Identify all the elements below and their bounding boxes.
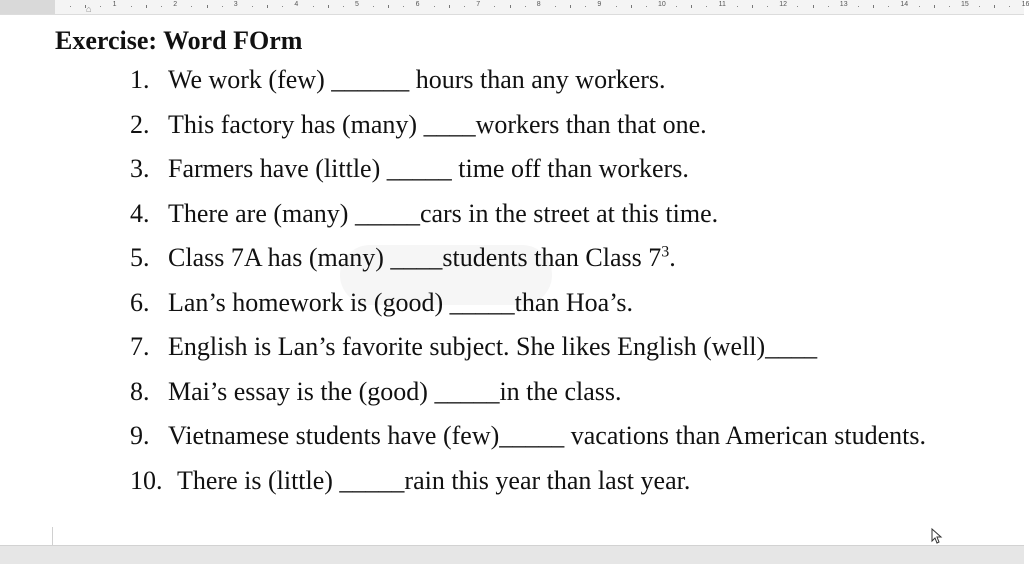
ruler-dot bbox=[313, 6, 314, 7]
ruler-tick bbox=[570, 5, 571, 8]
item-sentence-text: Lan’s homework is (good) _____than Hoa’s. bbox=[168, 287, 634, 317]
ruler-number: 3 bbox=[233, 1, 238, 8]
ruler-number: 8 bbox=[536, 1, 541, 8]
item-sentence[interactable] bbox=[168, 421, 926, 451]
ruler-tick bbox=[691, 5, 692, 8]
ruler-dot bbox=[1009, 6, 1010, 7]
item-sentence-text: English is Lan’s favorite subject. She likes English (well)____ bbox=[168, 332, 818, 361]
item-sentence-text: There is (little) _____rain this year than last year. bbox=[177, 465, 691, 495]
ruler-dot bbox=[555, 6, 556, 7]
ruler-dot bbox=[100, 6, 101, 7]
ruler-tick bbox=[267, 5, 268, 8]
item-sentence[interactable] bbox=[168, 65, 666, 95]
ruler-dot bbox=[828, 6, 829, 7]
ruler-number: 10 bbox=[658, 1, 666, 8]
ruler-tick bbox=[146, 5, 147, 8]
status-bar bbox=[0, 545, 1024, 564]
ruler-number: 13 bbox=[839, 1, 848, 8]
ruler-tick bbox=[873, 5, 874, 8]
ruler-tick bbox=[934, 5, 935, 8]
item-sentence-text: Class 7A has (many) ____students than Class 7 bbox=[168, 243, 662, 272]
ruler-left-margin bbox=[0, 0, 55, 14]
item-sentence-end: . bbox=[669, 243, 676, 272]
ruler-dot bbox=[373, 6, 374, 7]
mouse-pointer-icon bbox=[930, 528, 944, 544]
ruler-dot bbox=[949, 6, 950, 7]
ruler-tick bbox=[994, 5, 995, 8]
item-sentence-text: This factory has (many) ____workers than that one. bbox=[168, 109, 707, 139]
ruler-dot bbox=[252, 6, 253, 7]
ruler-dot bbox=[222, 6, 223, 7]
ruler-tick bbox=[328, 5, 329, 8]
ruler-dot bbox=[191, 6, 192, 7]
item-sentence[interactable] bbox=[177, 466, 690, 496]
ruler-number: 9 bbox=[597, 1, 602, 8]
ruler-tick bbox=[449, 5, 450, 8]
item-sentence[interactable] bbox=[168, 377, 622, 407]
ruler-dot bbox=[676, 6, 677, 7]
ruler-dot bbox=[616, 6, 617, 7]
ruler-dot bbox=[585, 6, 586, 7]
item-number: 3. bbox=[130, 154, 150, 183]
ruler-tick bbox=[813, 5, 814, 8]
ruler-dot bbox=[343, 6, 344, 7]
ruler-dot bbox=[979, 6, 980, 7]
ruler-tick bbox=[631, 5, 632, 8]
ruler-dot bbox=[494, 6, 495, 7]
ruler-dot bbox=[797, 6, 798, 7]
item-superscript: 3 bbox=[661, 243, 670, 261]
item-number: 10. bbox=[130, 465, 163, 495]
item-number: 1. bbox=[130, 65, 150, 94]
ruler-number: 6 bbox=[415, 1, 420, 8]
ruler-tick bbox=[388, 5, 389, 8]
ruler-dot bbox=[737, 6, 738, 7]
ruler-dot bbox=[464, 6, 465, 7]
ruler-number: 11 bbox=[718, 1, 726, 8]
ruler-number: 12 bbox=[779, 1, 787, 8]
item-number: 7. bbox=[130, 332, 150, 361]
item-sentence[interactable] bbox=[168, 332, 817, 362]
ruler-dot bbox=[282, 6, 283, 7]
item-sentence[interactable] bbox=[168, 110, 707, 140]
item-sentence-text: Farmers have (little) _____ time off than workers. bbox=[168, 154, 689, 183]
ruler-dot bbox=[161, 6, 162, 7]
ruler-number: 2 bbox=[173, 1, 178, 8]
ruler-dot bbox=[888, 6, 889, 7]
ruler-number: 14 bbox=[900, 1, 909, 8]
item-number: 4. bbox=[130, 198, 150, 228]
indent-marker-icon[interactable]: ⌂ bbox=[86, 4, 92, 14]
ruler-dot bbox=[70, 6, 71, 7]
ruler-dot bbox=[525, 6, 526, 7]
document-page[interactable] bbox=[0, 15, 1024, 545]
item-number: 8. bbox=[130, 376, 150, 406]
item-sentence[interactable] bbox=[168, 288, 633, 318]
ruler-dot bbox=[434, 6, 435, 7]
ruler-number: 5 bbox=[355, 1, 359, 8]
ruler-number: 1 bbox=[112, 1, 117, 8]
item-number: 9. bbox=[130, 421, 150, 450]
ruler-dot bbox=[919, 6, 920, 7]
item-number: 6. bbox=[130, 287, 150, 317]
horizontal-ruler[interactable] bbox=[0, 0, 1029, 15]
item-sentence-text: Vietnamese students have (few)_____ vacations than American students. bbox=[168, 421, 926, 450]
item-sentence-text: We work (few) ______ hours than any workers. bbox=[168, 65, 666, 94]
ruler-dot bbox=[403, 6, 404, 7]
ruler-tick bbox=[85, 5, 86, 8]
ruler-dot bbox=[706, 6, 707, 7]
item-sentence[interactable] bbox=[168, 199, 718, 229]
ruler-dot bbox=[858, 6, 859, 7]
ruler-number: 16 bbox=[1021, 1, 1029, 8]
exercise-title: Exercise: Word FOrm bbox=[55, 26, 303, 55]
ruler-number: 15 bbox=[961, 1, 969, 8]
item-sentence-text: There are (many) _____cars in the street at this time. bbox=[168, 198, 719, 228]
ruler-dot bbox=[131, 6, 132, 7]
item-sentence[interactable] bbox=[168, 243, 676, 273]
item-sentence-text: Mai’s essay is the (good) _____in the class. bbox=[168, 376, 622, 406]
ruler-number: 7 bbox=[476, 1, 481, 8]
ruler-tick bbox=[752, 5, 753, 8]
ruler-dot bbox=[767, 6, 768, 7]
ruler-number: 4 bbox=[294, 1, 299, 8]
item-sentence[interactable] bbox=[168, 154, 689, 184]
ruler-dot bbox=[646, 6, 647, 7]
ruler-tick bbox=[207, 5, 208, 8]
ruler-tick bbox=[510, 5, 511, 8]
item-number: 2. bbox=[130, 109, 150, 139]
item-number: 5. bbox=[130, 243, 150, 272]
